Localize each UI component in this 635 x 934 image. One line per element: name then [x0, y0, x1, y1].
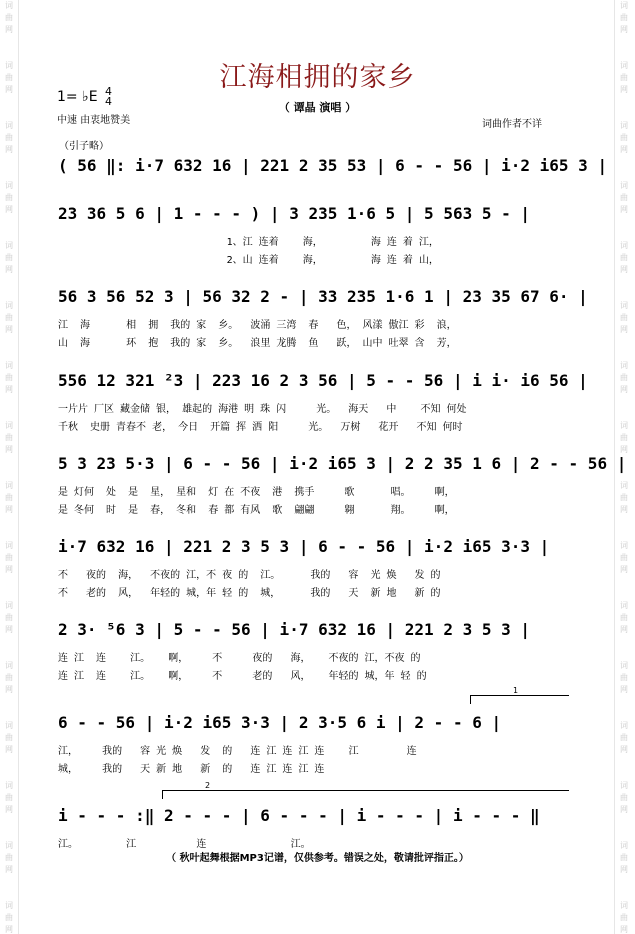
lyric-verse-2: 2、山 连着 海， 海 连 着 山，	[58, 255, 439, 266]
notation: ( 56 ‖: i·7 632 16 | 221 2 35 53 | 6 - - 56 | i·2 i65 3 |	[58, 156, 608, 175]
notation: i·7 632 16 | 221 2 3 5 3 | 6 - - 56 | i·2 i65 3·3 |	[58, 537, 550, 556]
watermark-text: 词 曲 网	[620, 661, 628, 694]
lyric-verse-1: 一片片 厂区 藏金储 银， 雄起的 海港 明 珠 闪 光。 海天 中 不知 何处	[58, 404, 467, 415]
notation: 56 3 56 52 3 | 56 32 2 - | 33 235 1·6 1 | 23 35 67 6· |	[58, 287, 588, 306]
watermark-text: 词 曲 网	[5, 481, 13, 514]
time-signature	[105, 87, 112, 107]
watermark-text: 词 曲 网	[620, 421, 628, 454]
transcriber-note: （ 秋叶起舞根据MP3记谱，仅供参考。错误之处，敬请批评指正。）	[166, 853, 469, 864]
watermark-left	[2, 0, 16, 934]
watermark-text: 词 曲 网	[5, 121, 13, 154]
time-bottom: 4	[105, 95, 112, 108]
key-label: 1= ♭E	[57, 89, 98, 105]
watermark-text: 词 曲 网	[620, 541, 628, 574]
volta-1-label: 1	[513, 686, 519, 695]
lyric-verse-1: 江 海 相 拥 我的 家 乡。 波涌 三湾 春 色， 风漾 傲江 彩 浪，	[58, 320, 457, 331]
lyric-verse-2: 是 冬何 时 是 春， 冬和 春 都 有风 歌 翩翩 翱 翔。 啊，	[58, 505, 455, 516]
notation: 23 36 5 6 | 1 - - - ) | 3 235 1·6 5 | 5 563 5 - |	[58, 204, 531, 223]
watermark-text: 词 曲 网	[5, 301, 13, 334]
watermark-text: 词 曲 网	[620, 481, 628, 514]
lyric-verse-1: 连 江 连 江。 啊， 不 夜的 海， 不夜的 江，不夜 的	[58, 653, 421, 664]
notation: 2 3· ⁵6 3 | 5 - - 56 | i·7 632 16 | 221 2 3 5 3 |	[58, 620, 531, 639]
watermark-text: 词 曲 网	[5, 601, 13, 634]
volta-bracket-1	[470, 686, 569, 704]
notation: 5 3 23 5·3 | 6 - - 56 | i·2 i65 3 | 2 2 35 1 6 | 2 - - 56 |	[58, 454, 627, 473]
lyric-verse-2: 不 老的 风， 年轻的 城，年 轻 的 城， 我的 天 新 地 新 的	[58, 588, 441, 599]
watermark-text: 词 曲 网	[5, 241, 13, 274]
tempo-marking: 中速 由衷地赞美	[57, 115, 131, 126]
key-signature	[57, 87, 112, 107]
watermark-text: 词 曲 网	[620, 781, 628, 814]
lyric-verse-1: 1、江 连着 海， 海 连 着 江，	[58, 237, 439, 248]
watermark-text: 词 曲 网	[5, 61, 13, 94]
watermark-text: 词 曲 网	[5, 841, 13, 874]
lyric-verse-1: 江。 江 连 江。	[58, 839, 311, 850]
time-top: 4	[105, 85, 112, 98]
lyric-verse-2: 山 海 环 抱 我的 家 乡。 浪里 龙腾 鱼 跃， 山中 吐翠 含 芳，	[58, 338, 457, 349]
notation: i - - - :‖ 2 - - - | 6 - - - | i - - - | i - - - ‖	[58, 806, 540, 825]
watermark-text: 词 曲 网	[620, 61, 628, 94]
lyric-verse-2: 千秋 史册 青春不 老， 今日 开篇 挥 洒 阳 光。 万树 花开 不知 何时	[58, 422, 463, 433]
watermark-text: 词 曲 网	[620, 901, 628, 934]
notation: 6 - - 56 | i·2 i65 3·3 | 2 3·5 6 i | 2 - - 6 |	[58, 713, 502, 732]
watermark-text: 词 曲 网	[620, 241, 628, 274]
lyric-verse-2: 连 江 连 江。 啊， 不 老的 风， 年轻的 城，年 轻 的	[58, 671, 427, 682]
watermark-text: 词 曲 网	[5, 361, 13, 394]
watermark-text: 词 曲 网	[5, 661, 13, 694]
notation: 556 12 321 ²3 | 223 16 2 3 56 | 5 - - 56 | i i· i6 56 |	[58, 371, 588, 390]
watermark-text: 词 曲 网	[620, 121, 628, 154]
watermark-text: 词 曲 网	[620, 361, 628, 394]
lyric-verse-2: 城， 我的 天 新 地 新 的 连 江 连 江 连	[58, 764, 325, 775]
watermark-text: 词 曲 网	[5, 721, 13, 754]
watermark-text: 词 曲 网	[5, 181, 13, 214]
lyric-verse-1: 不 夜的 海， 不夜的 江，不 夜 的 江。 我的 容 光 焕 发 的	[58, 570, 441, 581]
watermark-text: 词 曲 网	[620, 181, 628, 214]
lyric-verse-1: 江， 我的 容 光 焕 发 的 连 江 连 江 连 江 连	[58, 746, 417, 757]
volta-2-label: 2	[205, 781, 211, 790]
watermark-text: 词 曲 网	[620, 841, 628, 874]
watermark-text: 词 曲 网	[5, 781, 13, 814]
volta-bracket-2	[162, 781, 569, 799]
watermark-text: 词 曲 网	[5, 1, 13, 34]
lyric-verse-1: 是 灯何 处 是 星， 星和 灯 在 不夜 港 携手 歌 唱。 啊，	[58, 487, 455, 498]
singer-credit: （ 谭晶 演唱 ）	[278, 101, 357, 114]
watermark-text: 词 曲 网	[620, 301, 628, 334]
intro-note: （引子略）	[59, 141, 109, 152]
watermark-text: 词 曲 网	[620, 1, 628, 34]
author-credit: 词曲作者不详	[482, 119, 542, 130]
left-rule	[18, 0, 19, 934]
watermark-text: 词 曲 网	[620, 721, 628, 754]
watermark-text: 词 曲 网	[620, 601, 628, 634]
watermark-text: 词 曲 网	[5, 421, 13, 454]
watermark-text: 词 曲 网	[5, 901, 13, 934]
song-title: 江海相拥的家乡	[219, 62, 416, 93]
watermark-text: 词 曲 网	[5, 541, 13, 574]
